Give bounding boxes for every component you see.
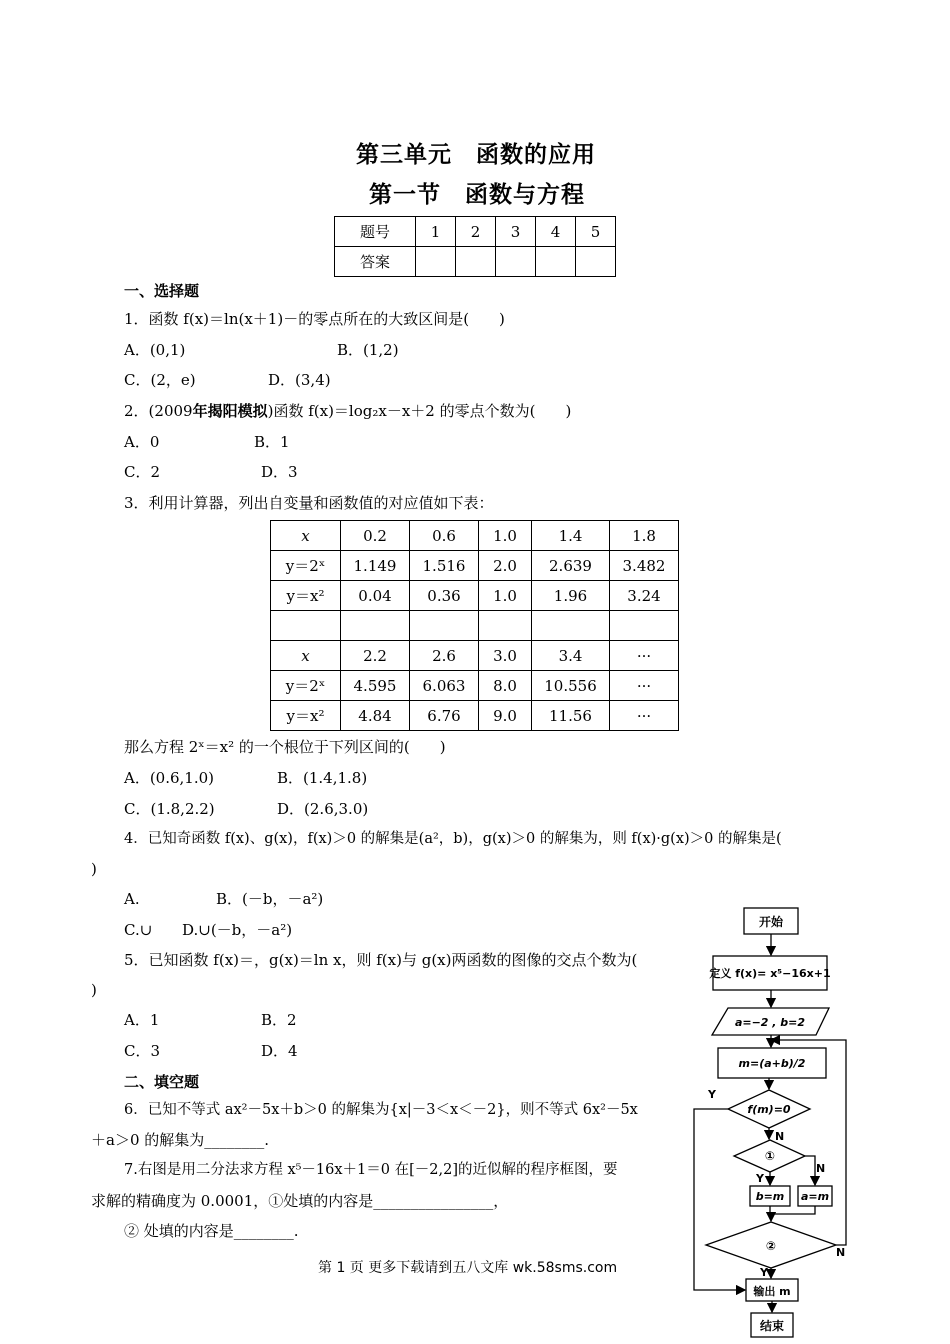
table-cell: 1.516 (410, 551, 479, 581)
table-cell: 10.556 (532, 671, 610, 701)
table-cell: 6.76 (410, 701, 479, 731)
fc-end-label: 结束 (759, 1319, 785, 1333)
table-cell: 2.639 (532, 551, 610, 581)
table-cell: 3.4 (532, 641, 610, 671)
q1-option-d: D．(3,4) (268, 371, 331, 389)
fc-start-label: 开始 (758, 915, 784, 929)
table-cell: y＝2ˣ (271, 551, 341, 581)
fc-no-label: N (775, 1130, 785, 1143)
table-cell: 2.6 (410, 641, 479, 671)
table-cell: 5 (576, 217, 616, 247)
fc-define-label: 定义 f(x)= x⁵−16x+1 (709, 967, 831, 980)
table-cell: 0.6 (410, 521, 479, 551)
part1-heading: 一、选择题 (124, 282, 200, 300)
fc-yes-arrow (694, 1109, 745, 1290)
table-cell: y＝x² (271, 701, 341, 731)
table-cell: 0.04 (341, 581, 410, 611)
fc-mid-label: m=(a+b)/2 (738, 1057, 806, 1070)
q7-line2: 求解的精确度为 0.0001，①处填的内容是________________， (91, 1192, 509, 1210)
table-cell: 2.2 (341, 641, 410, 671)
table-cell: y＝2ˣ (271, 671, 341, 701)
table-cell: y＝x² (271, 581, 341, 611)
table-cell: 0.2 (341, 521, 410, 551)
table-cell: ··· (610, 701, 679, 731)
fc-no-label: N (836, 1246, 846, 1259)
table-cell: 1.4 (532, 521, 610, 551)
part2-heading: 二、填空题 (124, 1073, 200, 1091)
q5-stem-tail: ) (91, 981, 97, 999)
table-cell: ··· (610, 671, 679, 701)
fc-yes-label: Y (708, 1088, 716, 1101)
fc-arrow (805, 1156, 815, 1185)
table-cell: 1.96 (532, 581, 610, 611)
q3-after: 那么方程 2ˣ＝x² 的一个根位于下列区间的( ) (124, 738, 446, 756)
table-cell: 4.84 (341, 701, 410, 731)
fc-yes-label: Y (756, 1172, 764, 1185)
fc-arrow (770, 1206, 815, 1214)
table-cell: 3.482 (610, 551, 679, 581)
q4-stem-tail: ) (91, 860, 97, 878)
table-cell: 3.0 (479, 641, 532, 671)
q6-line1: 6．已知不等式 ax²－5x＋b＞0 的解集为{x|－3＜x＜－2}，则不等式 6x²－5x (124, 1102, 638, 1118)
table-cell: 0.36 (410, 581, 479, 611)
q5-option-a: A．1 (124, 1011, 160, 1029)
table-cell: 1.8 (610, 521, 679, 551)
q2-stem-pre: 2．(2009 (124, 402, 193, 420)
table-cell: 3.24 (610, 581, 679, 611)
q4-stem: 4．已知奇函数 f(x)、g(x)，f(x)＞0 的解集是(a²，b)，g(x)＞0 的解集为，则 f(x)·g(x)＞0 的解集是( (124, 831, 782, 847)
q2-option-b: B．1 (254, 433, 290, 451)
q3-option-d: D．(2.6,3.0) (277, 800, 369, 818)
table-cell: 答案 (335, 247, 416, 277)
fc-no-label: N (816, 1162, 826, 1175)
table-cell: 1 (416, 217, 456, 247)
fc-output-label: 输出 m (753, 1285, 791, 1298)
q4-option-b: B．(－b，－a²) (216, 890, 324, 908)
q1-option-c: C．(2，e) (124, 371, 196, 389)
q3-stem: 3．利用计算器，列出自变量和函数值的对应值如下表： (124, 494, 494, 512)
unit-title: 第三单元 函数的应用 (356, 142, 596, 168)
table-cell: 1.149 (341, 551, 410, 581)
q5-option-b: B．2 (261, 1011, 297, 1029)
table-cell: x (271, 641, 341, 671)
table-cell: 4.595 (341, 671, 410, 701)
table-cell: ··· (610, 641, 679, 671)
q5-stem: 5．已知函数 f(x)＝，g(x)＝ln x，则 f(x)与 g(x)两函数的图像的交点个数为( (124, 951, 638, 969)
q3-option-a: A．(0.6,1.0) (124, 769, 215, 787)
q1-option-b: B．(1,2) (337, 341, 399, 359)
q4-option-a: A. (124, 890, 140, 908)
q1-stem: 1．函数 f(x)＝ln(x＋1)－的零点所在的大致区间是( ) (124, 310, 505, 328)
table-cell: 9.0 (479, 701, 532, 731)
q2-option-c: C．2 (124, 463, 161, 481)
table-cell: 4 (536, 217, 576, 247)
table-cell: x (271, 521, 341, 551)
table-cell: 8.0 (479, 671, 532, 701)
q2-stem-source: 年揭阳模拟 (192, 402, 268, 420)
q6-line2: ＋a＞0 的解集为________. (91, 1131, 270, 1149)
q3-option-c: C．(1.8,2.2) (124, 800, 215, 818)
section-title: 第一节 函数与方程 (369, 182, 585, 208)
q1-option-a: A．(0,1) (124, 341, 186, 359)
table-cell: 11.56 (532, 701, 610, 731)
q4-option-d: D.∪(－b，－a²) (182, 921, 293, 939)
fc-assign-a-label: a=m (800, 1190, 830, 1203)
q3-option-b: B．(1.4,1.8) (277, 769, 368, 787)
table-cell: 1.0 (479, 581, 532, 611)
q7-line3: ② 处填的内容是________. (124, 1222, 299, 1240)
fc-cond1-label: ① (764, 1149, 776, 1163)
fc-assign-b-label: b=m (755, 1190, 785, 1203)
fc-check-label: f(m)=0 (747, 1103, 791, 1116)
fc-cond2-label: ② (765, 1239, 777, 1253)
table-cell: 3 (496, 217, 536, 247)
q4-option-c: C.∪ (124, 921, 153, 939)
fc-yes-label: Y (760, 1266, 768, 1279)
table-cell: 2 (456, 217, 496, 247)
fc-init-label: a=−2 , b=2 (734, 1016, 806, 1029)
page-footer: 第 1 页 更多下载请到五八文库 wk.58sms.com (318, 1260, 618, 1276)
q5-option-c: C．3 (124, 1042, 161, 1060)
q2-option-d: D．3 (261, 463, 298, 481)
q2-stem-post: )函数 f(x)＝log₂x－x＋2 的零点个数为( ) (267, 402, 572, 420)
q7-line1: 7.右图是用二分法求方程 x⁵－16x＋1＝0 在[－2,2]的近似解的程序框图，要 (124, 1162, 618, 1178)
q2-option-a: A．0 (124, 433, 160, 451)
table-cell: 6.063 (410, 671, 479, 701)
table-cell: 2.0 (479, 551, 532, 581)
table-cell: 1.0 (479, 521, 532, 551)
q5-option-d: D．4 (261, 1042, 298, 1060)
table-cell: 题号 (335, 217, 416, 247)
